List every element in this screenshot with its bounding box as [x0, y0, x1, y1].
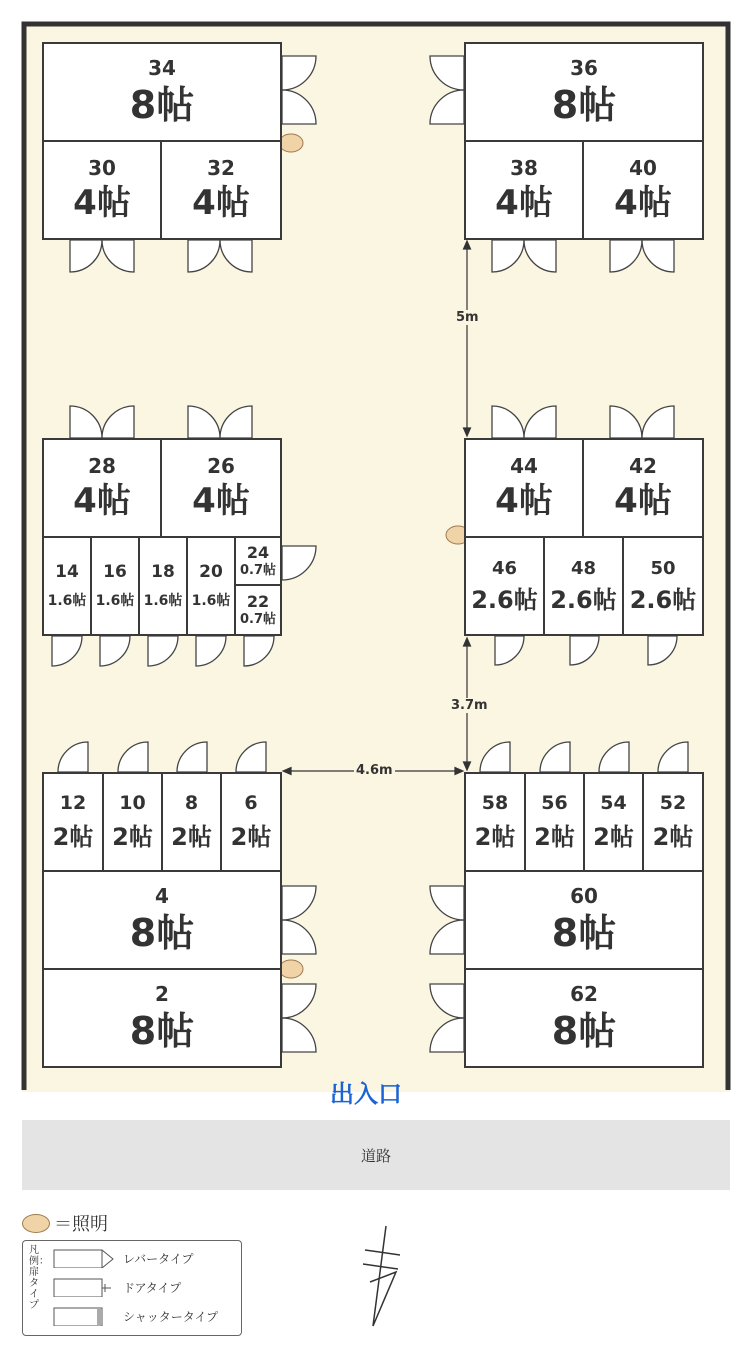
- room-size: 2帖: [534, 823, 575, 852]
- road: [22, 1120, 730, 1190]
- room-size: 1.6帖: [191, 592, 231, 609]
- door-legend-title: 凡例：扉タイプ: [29, 1245, 49, 1311]
- room-50[interactable]: [622, 536, 704, 636]
- room-42[interactable]: [582, 438, 704, 538]
- room-number: 26: [207, 454, 235, 479]
- room-16[interactable]: [90, 536, 140, 636]
- room-number: 4: [155, 884, 169, 909]
- room-number: 54: [600, 792, 627, 815]
- room-size: 8帖: [129, 911, 195, 956]
- dimension-label-4-6m: 4.6m: [356, 763, 393, 778]
- room-58[interactable]: [464, 772, 526, 872]
- room-size: 2帖: [171, 823, 212, 852]
- room-52[interactable]: [642, 772, 704, 872]
- room-48[interactable]: [543, 536, 624, 636]
- door-type-icon: [53, 1277, 115, 1297]
- room-number: 16: [103, 561, 127, 582]
- room-number: 46: [491, 557, 518, 579]
- room-number: 18: [151, 561, 175, 582]
- legend-row-door: [53, 1277, 181, 1297]
- room-size: 1.6帖: [95, 592, 135, 609]
- north-arrow-icon: [360, 1222, 410, 1332]
- room-number: 52: [659, 792, 687, 815]
- room-size: 4帖: [495, 481, 553, 522]
- room-size: 8帖: [551, 83, 617, 128]
- room-size: 2帖: [52, 823, 94, 852]
- room-number: 60: [570, 884, 598, 909]
- room-size: 2.6帖: [629, 585, 697, 614]
- room-4[interactable]: [42, 870, 282, 970]
- room-size: 4帖: [73, 481, 131, 522]
- room-number: 32: [207, 156, 235, 181]
- room-size: 8帖: [551, 911, 617, 956]
- room-number: 44: [510, 454, 538, 479]
- room-size: 1.6帖: [143, 592, 183, 609]
- legend-shutter-label: シャッタータイプ: [123, 1309, 219, 1324]
- room-60[interactable]: [464, 870, 704, 970]
- room-26[interactable]: [160, 438, 282, 538]
- room-size: 0.7帖: [239, 611, 277, 627]
- lamp-legend-label: ＝照明: [54, 1214, 108, 1235]
- room-30[interactable]: [42, 140, 162, 240]
- room-22[interactable]: [234, 584, 282, 636]
- road-label: 道路: [360, 1146, 391, 1165]
- room-number: 36: [570, 56, 598, 81]
- room-number: 28: [88, 454, 116, 479]
- legend-row-shutter: [53, 1306, 218, 1326]
- lamp-icon: [279, 134, 303, 152]
- room-number: 12: [59, 792, 87, 815]
- room-14[interactable]: [42, 536, 92, 636]
- room-size: 2.6帖: [550, 585, 617, 614]
- lamp-icon: [279, 960, 303, 978]
- room-number: 14: [55, 561, 79, 582]
- room-number: 22: [246, 592, 270, 612]
- room-size: 4帖: [614, 481, 672, 522]
- room-2[interactable]: [42, 968, 282, 1068]
- dimension-label-3-7m: 3.7m: [451, 698, 488, 713]
- lever-door-icon: [53, 1248, 115, 1268]
- room-20[interactable]: [186, 536, 236, 636]
- entrance-label: 出入口: [330, 1080, 402, 1108]
- legend-door-label: ドアタイプ: [123, 1280, 182, 1295]
- room-62[interactable]: [464, 968, 704, 1068]
- room-28[interactable]: [42, 438, 162, 538]
- room-size: 2帖: [474, 823, 516, 852]
- room-size: 2帖: [230, 823, 272, 852]
- legend-lever-label: レバータイプ: [123, 1251, 194, 1266]
- lamp-legend: [22, 1210, 108, 1236]
- room-36[interactable]: [464, 42, 704, 142]
- room-number: 38: [510, 156, 538, 181]
- room-56[interactable]: [524, 772, 585, 872]
- room-size: 8帖: [129, 1009, 195, 1054]
- dimension-label-5m: 5m: [456, 310, 479, 325]
- room-size: 2帖: [593, 823, 634, 852]
- door-legend: [22, 1240, 242, 1336]
- room-size: 8帖: [129, 83, 195, 128]
- room-24[interactable]: [234, 536, 282, 586]
- room-size: 2.6帖: [471, 585, 538, 614]
- room-12[interactable]: [42, 772, 104, 872]
- room-46[interactable]: [464, 536, 545, 636]
- room-44[interactable]: [464, 438, 584, 538]
- room-6[interactable]: [220, 772, 282, 872]
- room-number: 42: [629, 454, 657, 479]
- room-34[interactable]: [42, 42, 282, 142]
- shutter-door-icon: [53, 1306, 115, 1326]
- room-number: 48: [570, 557, 597, 579]
- room-size: 4帖: [73, 183, 131, 224]
- room-10[interactable]: [102, 772, 163, 872]
- room-size: 4帖: [614, 183, 672, 224]
- legend-row-lever: [53, 1248, 194, 1268]
- room-size: 1.6帖: [47, 592, 87, 609]
- room-number: 8: [184, 792, 199, 815]
- room-32[interactable]: [160, 140, 282, 240]
- room-number: 10: [119, 792, 146, 815]
- room-size: 2帖: [112, 823, 153, 852]
- room-number: 20: [199, 561, 223, 582]
- room-number: 2: [155, 982, 169, 1007]
- room-number: 34: [148, 56, 176, 81]
- room-number: 24: [246, 543, 270, 563]
- room-38[interactable]: [464, 140, 584, 240]
- room-size: 0.7帖: [239, 562, 277, 578]
- room-40[interactable]: [582, 140, 704, 240]
- room-size: 4帖: [192, 183, 250, 224]
- room-number: 62: [570, 982, 598, 1007]
- room-54[interactable]: [583, 772, 644, 872]
- room-number: 56: [541, 792, 568, 815]
- room-18[interactable]: [138, 536, 188, 636]
- room-size: 4帖: [192, 481, 250, 522]
- room-number: 58: [481, 792, 509, 815]
- room-number: 50: [650, 557, 676, 579]
- room-number: 40: [629, 156, 657, 181]
- room-number: 30: [88, 156, 116, 181]
- room-size: 4帖: [495, 183, 553, 224]
- room-size: 2帖: [652, 823, 694, 852]
- lamp-icon: [22, 1214, 50, 1233]
- room-8[interactable]: [161, 772, 222, 872]
- room-number: 6: [244, 792, 258, 815]
- room-size: 8帖: [551, 1009, 617, 1054]
